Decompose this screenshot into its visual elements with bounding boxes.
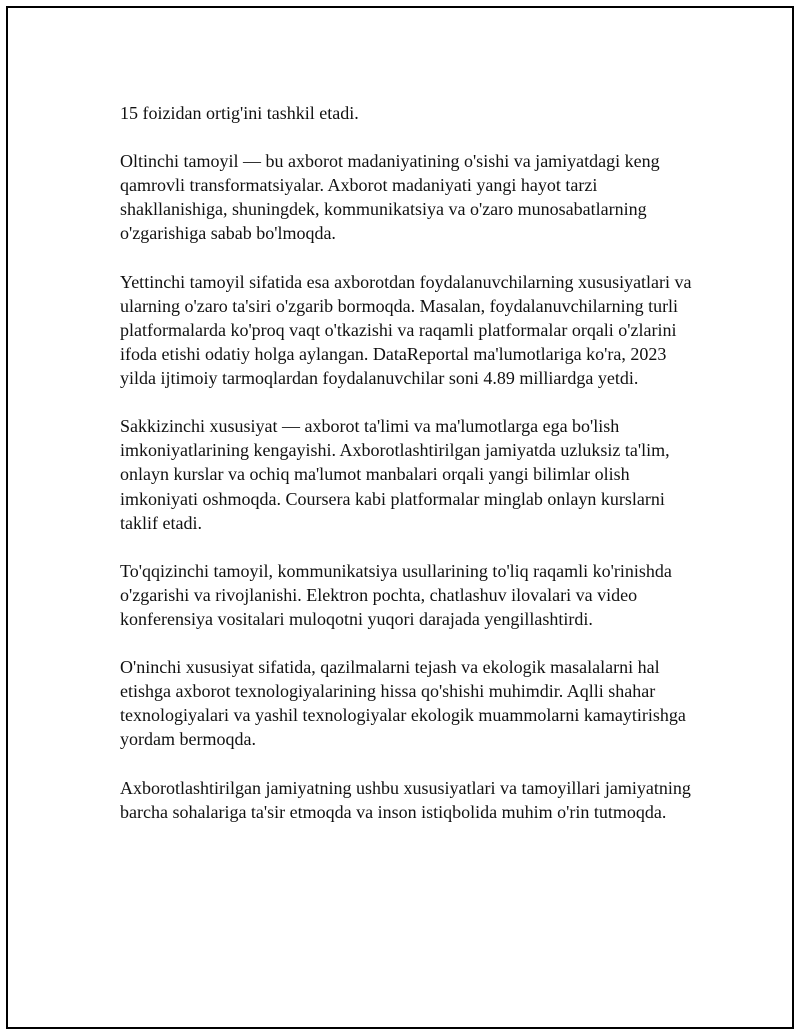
paragraph-continuation: 15 foizidan ortig'ini tashkil etadi. — [120, 103, 359, 123]
paragraph-seventh-principle: Yettinchi tamoyil sifatida esa axborotdan foydalanuvchilarning xususiyatlari va ularning o'zaro ta'siri o'zgarib bormoqda. Masalan, foydalanuvchilarning turli platformalarda ko'proq vaqt o'tkazishi va raqamli platformalar orqali o'zlarini ifoda etishi odatiy holga aylangan. DataReportal ma'lumotlariga ko'ra, 2023 yilda ijtimoiy tarmoqlardan foydalanuvchilar soni 4.89 milliardga yetdi. — [120, 271, 692, 389]
paragraph-sixth-principle: Oltinchi tamoyil — bu axborot madaniyatining o'sishi va jamiyatdagi keng qamrovli transformatsiyalar. Axborot madaniyati yangi hayot tarzi shakllanishiga, shuningdek, kommunikatsiya va o'zaro munosabatlarning o'zgarishiga sabab bo'lmoqda. — [120, 151, 660, 244]
paragraph-conclusion: Axborotlashtirilgan jamiyatning ushbu xususiyatlari va tamoyillari jamiyatning barcha sohalariga ta'sir etmoqda va inson istiqbolida muhim o'rin tutmoqda. — [120, 777, 691, 822]
paragraph-ninth-principle: To'qqizinchi tamoyil, kommunikatsiya usullarining to'liq raqamli ko'rinishda o'zgarishi va rivojlanishi. Elektron pochta, chatlashuv ilovalari va video konferensiya vositalari muloqotni yuqori darajada yengillashtirdi. — [120, 560, 672, 629]
paragraph-eighth-feature: Sakkizinchi xususiyat — axborot ta'limi va ma'lumotlarga ega bo'lish imkoniyatlarining kengayishi. Axborotlashtirilgan jamiyatda uzluksiz ta'lim, onlayn kurslar va ochiq ma'lumot manbalari orqali yangi bilimlar olish imkoniyati oshmoqda. Coursera kabi platformalar minglab onlayn kurslarni taklif etadi. — [120, 416, 670, 533]
document-body — [120, 101, 705, 824]
page-frame — [6, 6, 794, 1029]
paragraph-tenth-feature: O'ninchi xususiyat sifatida, qazilmalarni tejash va ekologik masalalarni hal etishga axborot texnologiyalarining hissa qo'shishi muhimdir. Aqlli shahar texnologiyalari va yashil texnologiyalar ekologik muammolarni kamaytirishga yordam bermoqda. — [120, 657, 686, 750]
